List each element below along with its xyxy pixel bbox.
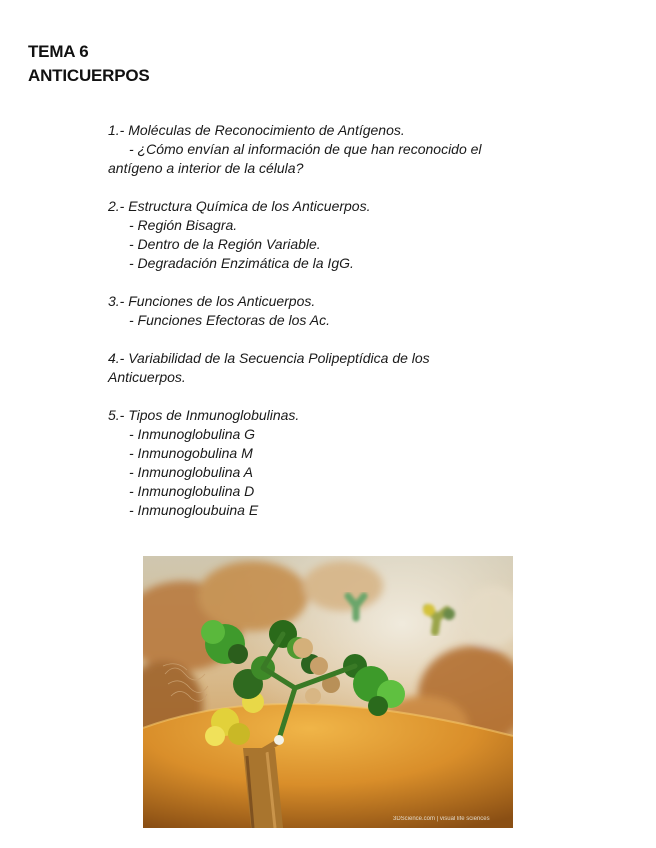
list-item: - Inmunogobulina M [129, 445, 253, 461]
list-item: - Inmunoglobulina D [129, 483, 255, 499]
list-item: - Inmunoglobulina A [129, 464, 254, 480]
section-4-heading-continued: Anticuerpos. [108, 369, 186, 385]
image-credit: 3DScience.com | visual life sciences [393, 816, 490, 822]
section-1 [108, 121, 548, 178]
list-item: - Funciones Efectoras de los Ac. [129, 312, 331, 328]
section-2-heading: 2.- Estructura Química de los Anticuerpos. [108, 198, 371, 214]
title-topic-name: ANTICUERPOS [28, 66, 150, 85]
list-item: - Degradación Enzimática de la IgG. [129, 255, 354, 271]
list-item: - Dentro de la Región Variable. [129, 236, 321, 252]
section-1-heading: 1.- Moléculas de Reconocimiento de Antígenos. [108, 122, 405, 138]
section-3-heading: 3.- Funciones de los Anticuerpos. [108, 293, 316, 309]
section-1-question: - ¿Cómo envían al información de que han reconocido el [129, 141, 482, 157]
section-3 [108, 292, 548, 330]
list-item: - Región Bisagra. [129, 217, 238, 233]
title-topic-number: TEMA 6 [28, 42, 89, 61]
section-5 [108, 406, 548, 520]
list-item: - Inmunogloubuina E [129, 502, 259, 518]
section-1-question-continued: antígeno a interior de la célula? [108, 160, 304, 176]
section-4 [108, 349, 548, 387]
list-item: - Inmunoglobulina G [129, 426, 256, 442]
document-title [28, 40, 150, 88]
table-of-contents [108, 121, 548, 539]
section-2 [108, 197, 548, 273]
antibody-illustration [143, 556, 513, 828]
section-5-heading: 5.- Tipos de Inmunoglobulinas. [108, 407, 300, 423]
antibody-render [143, 556, 513, 828]
section-4-heading: 4.- Variabilidad de la Secuencia Polipeptídica de los [108, 350, 430, 366]
